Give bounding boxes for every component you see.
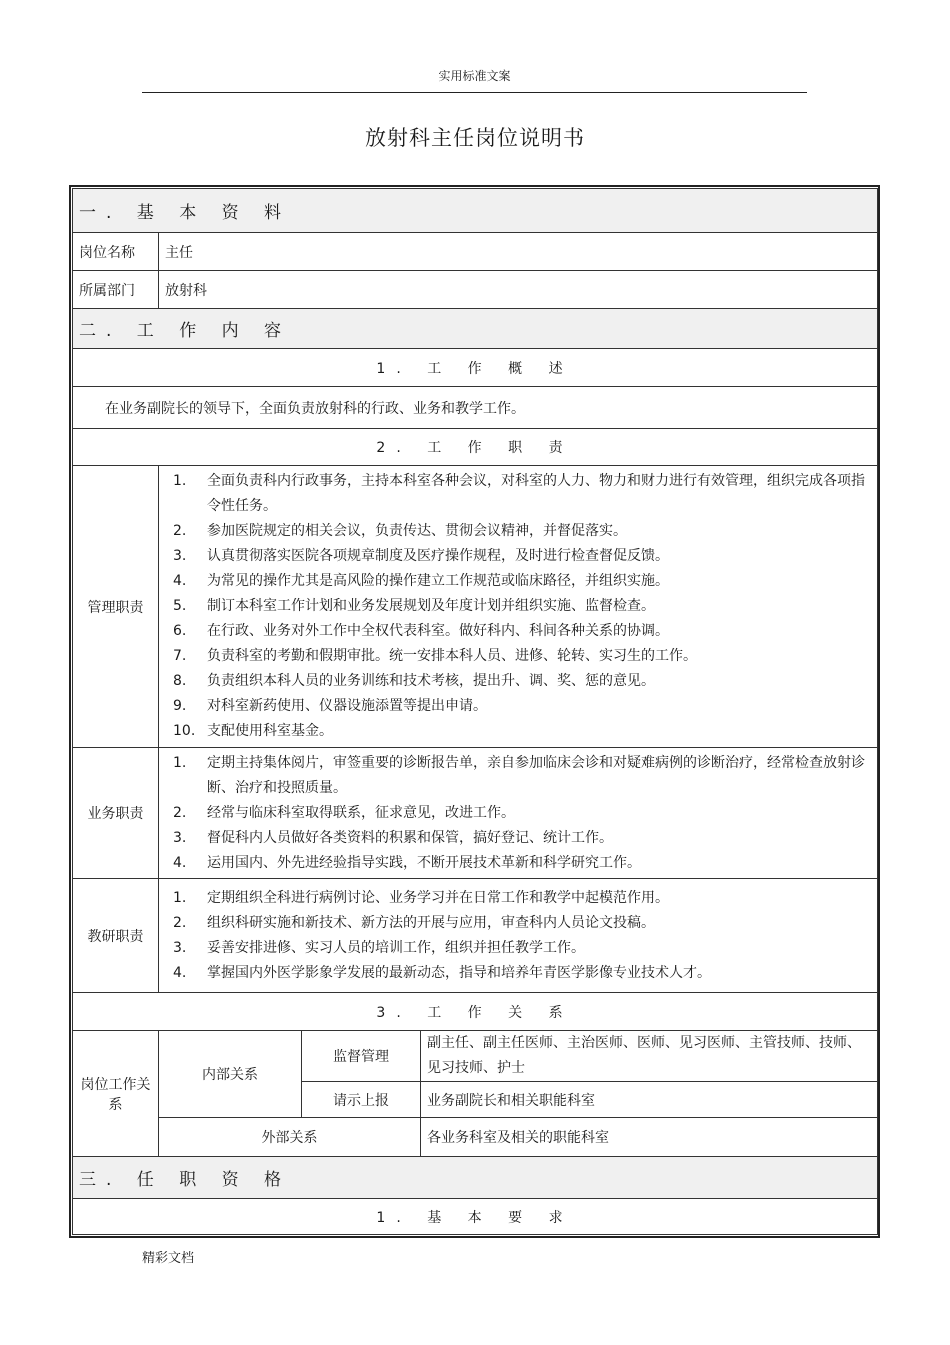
item-number: 3. — [173, 548, 187, 564]
section-work-content-header — [73, 309, 878, 349]
section-heading: 一. 基 本 资 料 — [73, 189, 878, 233]
item-number: 4. — [173, 573, 187, 589]
external-relations-label: 外部关系 — [159, 1118, 421, 1157]
list-item — [165, 851, 871, 876]
duties-group-teaching-research — [73, 879, 878, 993]
job-description-table — [72, 188, 878, 1235]
relations-row-external — [73, 1118, 878, 1157]
duties-group-label: 教研职责 — [73, 879, 159, 993]
item-number: 1. — [173, 889, 187, 906]
item-number: 9. — [173, 698, 187, 714]
item-text: 负责组织本科人员的业务训练和技术考核，提出升、调、奖、惩的意见。 — [207, 673, 655, 689]
subsection-duties-header — [73, 429, 878, 466]
row-overview — [73, 387, 878, 429]
internal-relations-label: 内部关系 — [159, 1031, 302, 1118]
item-number: 4. — [173, 964, 187, 981]
supervise-label: 监督管理 — [302, 1031, 421, 1082]
list-item — [165, 886, 871, 911]
duties-group-label: 管理职责 — [73, 466, 159, 748]
item-text: 在行政、业务对外工作中全权代表科室。做好科内、科间各种关系的协调。 — [207, 623, 669, 639]
item-text: 支配使用科室基金。 — [207, 723, 333, 739]
list-item — [165, 644, 871, 669]
duties-list — [165, 469, 871, 744]
section-qualifications-header — [73, 1157, 878, 1199]
relations-row-supervise — [73, 1031, 878, 1082]
list-item — [165, 961, 871, 986]
row-label: 岗位名称 — [73, 233, 159, 271]
item-number: 10. — [173, 723, 196, 739]
duties-group-items — [159, 879, 878, 993]
item-number: 3. — [173, 939, 187, 956]
row-position-name — [73, 233, 878, 271]
item-number: 5. — [173, 598, 187, 614]
item-text: 为常见的操作尤其是高风险的操作建立工作规范或临床路径，并组织实施。 — [207, 573, 669, 589]
item-text: 组织科研实施和新技术、新方法的开展与应用，审查科内人员论文投稿。 — [207, 914, 655, 931]
list-item — [165, 801, 871, 826]
item-number: 8. — [173, 673, 187, 689]
item-text: 参加医院规定的相关会议，负责传达、贯彻会议精神，并督促落实。 — [207, 523, 627, 539]
report-value: 业务副院长和相关职能科室 — [421, 1082, 878, 1118]
item-number: 2. — [173, 914, 187, 931]
item-text: 妥善安排进修、实习人员的培训工作，组织并担任教学工作。 — [207, 939, 585, 956]
duties-group-management — [73, 466, 878, 748]
row-department — [73, 271, 878, 309]
page-header: 实用标准文案 — [142, 66, 807, 93]
subsection-heading: 3. 工 作 关 系 — [73, 993, 878, 1031]
row-value: 放射科 — [159, 271, 878, 309]
list-item — [165, 544, 871, 569]
duties-group-business — [73, 748, 878, 879]
item-number: 1. — [173, 754, 187, 771]
duties-list — [165, 751, 871, 876]
item-text: 负责科室的考勤和假期审批。统一安排本科人员、进修、轮转、实习生的工作。 — [207, 648, 697, 664]
duties-group-items — [159, 466, 878, 748]
item-text: 督促科内人员做好各类资料的积累和保管，搞好登记、统计工作。 — [207, 829, 613, 846]
list-item — [165, 751, 871, 801]
item-text: 对科室新药使用、仪器设施添置等提出申请。 — [207, 698, 487, 714]
item-text: 运用国内、外先进经验指导实践，不断开展技术革新和科学研究工作。 — [207, 854, 641, 871]
list-item — [165, 669, 871, 694]
item-number: 7. — [173, 648, 187, 664]
report-label: 请示上报 — [302, 1082, 421, 1118]
overview-text: 在业务副院长的领导下，全面负责放射科的行政、业务和教学工作。 — [73, 387, 878, 429]
duties-group-items — [159, 748, 878, 879]
subsection-overview-header — [73, 349, 878, 387]
item-number: 6. — [173, 623, 187, 639]
page-title: 放射科主任岗位说明书 — [365, 126, 585, 150]
list-item — [165, 719, 871, 744]
list-item — [165, 519, 871, 544]
list-item — [165, 569, 871, 594]
item-text: 经常与临床科室取得联系，征求意见，改进工作。 — [207, 804, 515, 821]
section-basic-info-header — [73, 189, 878, 233]
subsection-heading: 1. 工 作 概 述 — [73, 349, 878, 387]
section-heading: 二. 工 作 内 容 — [73, 309, 878, 349]
item-number: 3. — [173, 829, 187, 846]
subsection-basic-requirements-header — [73, 1199, 878, 1235]
supervise-value: 副主任、副主任医师、主治医师、医师、见习医师、主管技师、技师、见习技师、护士 — [421, 1031, 878, 1082]
list-item — [165, 936, 871, 961]
list-item — [165, 911, 871, 936]
list-item — [165, 826, 871, 851]
subsection-heading: 2. 工 作 职 责 — [73, 429, 878, 466]
item-text: 认真贯彻落实医院各项规章制度及医疗操作规程，及时进行检查督促反馈。 — [207, 548, 669, 564]
list-item — [165, 594, 871, 619]
subsection-heading: 1. 基 本 要 求 — [73, 1199, 878, 1235]
item-number: 4. — [173, 854, 187, 871]
item-text: 定期主持集体阅片，审签重要的诊断报告单，亲自参加临床会诊和对疑难病例的诊断治疗，经常检查放射诊断、治疗和投照质量。 — [207, 754, 865, 796]
duties-list — [165, 886, 871, 986]
section-heading: 三. 任 职 资 格 — [73, 1157, 878, 1199]
external-relations-value: 各业务科室及相关的职能科室 — [421, 1118, 878, 1157]
row-label: 所属部门 — [73, 271, 159, 309]
list-item — [165, 619, 871, 644]
row-value: 主任 — [159, 233, 878, 271]
item-number: 2. — [173, 804, 187, 821]
item-number: 2. — [173, 523, 187, 539]
item-text: 制订本科室工作计划和业务发展规划及年度计划并组织实施、监督检查。 — [207, 598, 655, 614]
item-number: 1. — [173, 473, 187, 489]
item-text: 掌握国内外医学影象学发展的最新动态，指导和培养年青医学影像专业技术人才。 — [207, 964, 711, 981]
relations-label: 岗位工作关系 — [73, 1031, 159, 1157]
item-text: 全面负责科内行政事务，主持本科室各种会议，对科室的人力、物力和财力进行有效管理，组织完成各项指令性任务。 — [207, 473, 865, 514]
item-text: 定期组织全科进行病例讨论、业务学习并在日常工作和教学中起模范作用。 — [207, 889, 669, 906]
page-footer: 精彩文档 — [142, 1251, 195, 1266]
duties-group-label: 业务职责 — [73, 748, 159, 879]
subsection-relations-header — [73, 993, 878, 1031]
list-item — [165, 469, 871, 519]
list-item — [165, 694, 871, 719]
